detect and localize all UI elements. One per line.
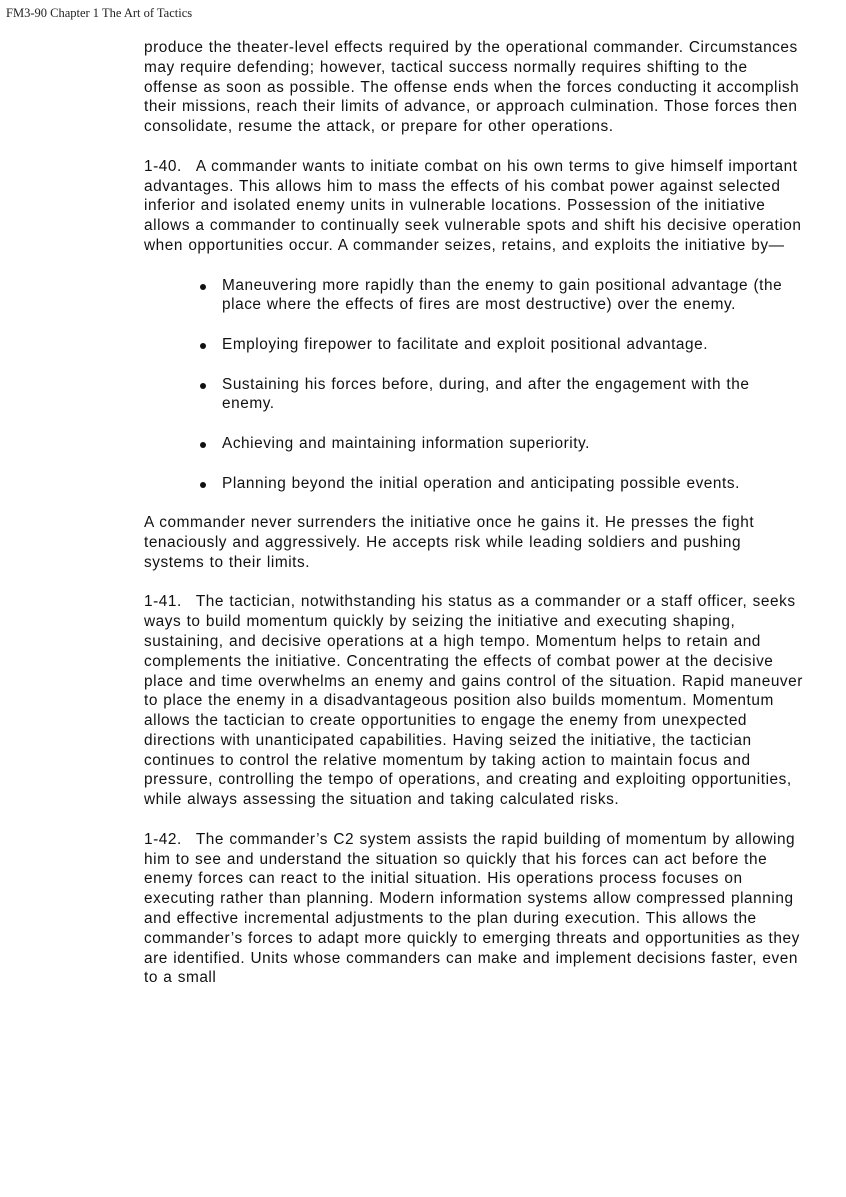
running-header: FM3-90 Chapter 1 The Art of Tactics — [6, 6, 193, 20]
paragraph-text: A commander wants to initiate combat on his own terms to give himself important advantages. This allows him to mass the effects of his combat power against selected inferior and isolated enemy units in vulnerable locations. Possession of the initiative allows a commander to continually seek vulnerable spots and shift his decisive operation when opportunities occur. A commander seizes, retains, and exploits the initiative by— — [144, 157, 802, 254]
list-item-text: Planning beyond the initial operation and anticipating possible events. — [222, 474, 740, 492]
document-body — [144, 38, 806, 1008]
bullet-list — [144, 276, 806, 494]
bullet-icon — [200, 442, 206, 448]
list-item-text: Maneuvering more rapidly than the enemy to gain positional advantage (the place where the effects of fires are most destructive) over the enemy. — [222, 276, 783, 314]
list-item — [144, 335, 806, 355]
paragraph-text: The commander’s C2 system assists the rapid building of momentum by allowing him to see and understand the situation so quickly that his forces can act before the enemy forces can react to the initial situation. His operations process focuses on executing rather than planning. Modern information systems allow compressed planning and effective incremental adjustments to the plan during execution. This allows the commander’s forces to adapt more quickly to emerging threats and opportunities as they are identified. Units whose commanders can make and implement decisions faster, even to a small — [144, 830, 800, 987]
bullet-icon — [200, 284, 206, 290]
bullet-icon — [200, 383, 206, 389]
list-item — [144, 474, 806, 494]
list-item-text: Achieving and maintaining information superiority. — [222, 434, 590, 452]
paragraph-after-bullets: A commander never surrenders the initiative once he gains it. He presses the fight tenaciously and aggressively. He accepts risk while leading soldiers and pushing systems to their limits. — [144, 514, 755, 571]
paragraph-1-42 — [144, 830, 806, 988]
paragraph-1-41 — [144, 592, 806, 810]
paragraph-number: 1-40. — [144, 157, 182, 175]
list-item — [144, 434, 806, 454]
list-item — [144, 276, 806, 316]
bullet-icon — [200, 482, 206, 488]
paragraph-1-40 — [144, 157, 806, 256]
paragraph-intro: produce the theater-level effects required by the operational commander. Circumstances may require defending; however, tactical success normally requires shifting to the offense as soon as possible. The offense ends when the forces conducting it accomplish their missions, reach their limits of advance, or approach culmination. Those forces then consolidate, resume the attack, or prepare for other operations. — [144, 39, 800, 136]
list-item — [144, 375, 806, 415]
paragraph-number: 1-42. — [144, 830, 182, 848]
bullet-icon — [200, 343, 206, 349]
paragraph-number: 1-41. — [144, 593, 182, 611]
paragraph-text: The tactician, notwithstanding his status as a commander or a staff officer, seeks ways to build momentum quickly by seizing the initiative and executing shaping, sustaining, and decisive operations at a high tempo. Momentum helps to retain and complements the initiative. Concentrating the effects of combat power at the decisive place and time overwhelms an enemy and gains control of the situation. Rapid maneuver to place the enemy in a disadvantageous position also builds momentum. Momentum allows the tactician to create opportunities to engage the enemy from unexpected directions with unanticipated capabilities. Having seized the initiative, the tactician continues to control the relative momentum by taking action to maintain focus and pressure, controlling the tempo of operations, and creating and exploiting opportunities, while always assessing the situation and taking calculated risks. — [144, 593, 803, 809]
list-item-text: Sustaining his forces before, during, and after the engagement with the enemy. — [222, 375, 750, 413]
list-item-text: Employing firepower to facilitate and exploit positional advantage. — [222, 335, 709, 353]
